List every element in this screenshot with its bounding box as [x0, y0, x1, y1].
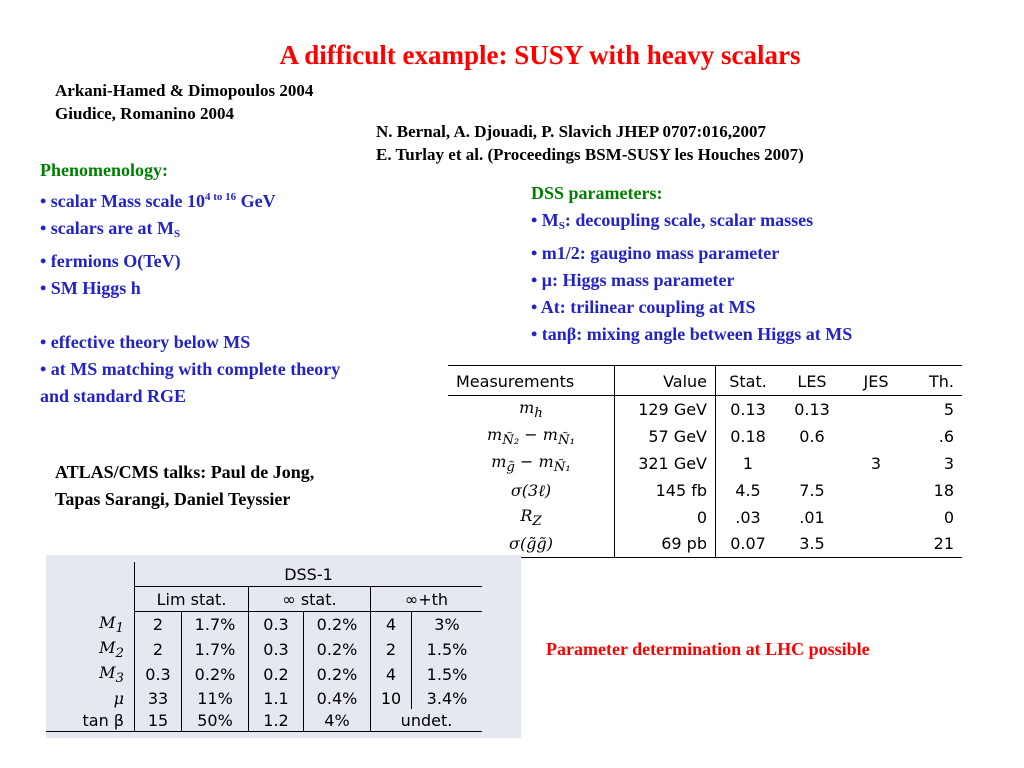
item-fermions: • fermions O(TeV) [40, 251, 181, 271]
col-jes: JES [844, 366, 908, 396]
dss-item-m12: • m1/2: gaugino mass parameter [531, 243, 780, 263]
meas-th: 21 [908, 531, 962, 558]
meas-les: 0.13 [794, 400, 830, 420]
meas-stat: 0.13 [716, 396, 781, 424]
meas-th: 5 [943, 400, 954, 420]
dss-cell: 1.2 [249, 709, 304, 732]
dss-cell: 1.7% [182, 637, 249, 662]
measurements-table [448, 365, 962, 558]
meas-jes [844, 423, 908, 450]
meas-label: $m_{g̃} - m_{Ñ_1}$ [491, 452, 571, 476]
meas-label: $R_Z$ [520, 505, 542, 529]
table-row [46, 662, 482, 687]
dss-cell: 0.2% [304, 612, 371, 637]
meas-th: 18 [933, 481, 954, 501]
dss-cell: 0.2% [304, 637, 371, 662]
meas-value: 321 GeV [615, 450, 716, 477]
meas-label: σ(3ℓ) [510, 480, 552, 500]
dss-cell: 0.3 [249, 612, 304, 637]
meas-jes: 3 [870, 454, 882, 474]
meas-label: $m_{Ñ_2} - m_{Ñ_1}$ [487, 425, 575, 449]
dss1-title-row [46, 562, 482, 587]
meas-value: 57 GeV [615, 423, 716, 450]
col-value: Value [615, 366, 716, 396]
param-label: $M_3$ [99, 662, 124, 687]
meas-stat: 1 [716, 450, 781, 477]
meas-label: $m_h$ [519, 398, 543, 422]
table-row [46, 687, 482, 709]
group-lim-stat: Lim stat. [135, 587, 249, 612]
meas-value: 129 GeV [615, 396, 716, 424]
meas-stat: 0.07 [716, 531, 781, 558]
meas-value: 145 fb [615, 478, 716, 504]
item-scalars: • scalars are at $M_S$ [40, 218, 181, 240]
dss-cell: 2 [135, 637, 182, 662]
measurements-header-row [448, 366, 962, 396]
group-inf-th: ∞+th [371, 587, 483, 612]
item-higgs: • SM Higgs h [40, 278, 141, 298]
col-measurements: Measurements [448, 366, 615, 396]
ref-turlay: E. Turlay et al. (Proceedings BSM-SUSY les Houches 2007) [376, 145, 804, 164]
ref-arkani-hamed: Arkani-Hamed & Dimopoulos 2004 [55, 81, 314, 100]
ref-bernal: N. Bernal, A. Djouadi, P. Slavich JHEP 0707:016,2007 [376, 122, 766, 141]
dss-item-tanb: • tanβ: mixing angle between Higgs at MS [531, 324, 853, 344]
col-th: Th. [908, 366, 962, 396]
phenomenology-heading: Phenomenology: [40, 160, 168, 180]
col-les: LES [780, 366, 844, 396]
dss-cell: 10 [371, 687, 412, 709]
dss-cell: 0.3 [135, 662, 182, 687]
dss-cell: 0.4% [304, 687, 371, 709]
dss-cell: 1.5% [412, 637, 483, 662]
meas-les [780, 450, 844, 477]
param-label: $M_1$ [99, 612, 124, 636]
meas-th: 3 [943, 454, 954, 474]
dss-cell: 4 [371, 662, 412, 687]
talks-line-1: ATLAS/CMS talks: Paul de Jong, [55, 462, 315, 482]
ref-giudice: Giudice, Romanino 2004 [55, 104, 234, 123]
meas-les: .01 [799, 507, 825, 527]
phenomenology-list [40, 157, 340, 410]
meas-les: 3.5 [780, 531, 844, 558]
meas-stat: .03 [716, 504, 781, 531]
dss-cell: 0.3 [249, 637, 304, 662]
meas-value: 69 pb [615, 531, 716, 558]
dss-cell-undet: undet. [371, 709, 483, 732]
dss-cell: 2 [371, 637, 412, 662]
meas-label: σ(g̃g̃) [448, 531, 615, 558]
refs-left [55, 79, 313, 125]
table-row [46, 637, 482, 662]
meas-stat: 4.5 [716, 478, 781, 504]
dss-cell: 3.4% [412, 687, 483, 709]
meas-les: 0.6 [799, 427, 825, 447]
talks [55, 459, 314, 513]
dss-item-ms: • $M_S$: decoupling scale, scalar masses [531, 210, 814, 232]
slide-title: A difficult example: SUSY with heavy scalars [279, 40, 801, 70]
meas-jes [844, 531, 908, 558]
dss-heading: DSS parameters: [531, 183, 663, 203]
meas-stat: 0.18 [716, 423, 781, 450]
meas-jes [844, 504, 908, 531]
group-inf-stat: ∞ stat. [249, 587, 371, 612]
dss-cell: 4% [304, 709, 371, 732]
dss-parameters [531, 180, 852, 348]
param-label: tan β [46, 709, 135, 732]
meas-les: 7.5 [799, 481, 825, 501]
dss-cell: 15 [135, 709, 182, 732]
conclusion: Parameter determination at LHC possible [546, 639, 870, 659]
item-mass-scale: • scalar Mass scale $10^{4 to 16}$ GeV [40, 191, 276, 211]
refs-right [376, 120, 804, 166]
meas-th: .6 [938, 427, 954, 447]
meas-jes [844, 396, 908, 424]
meas-th: 0 [943, 507, 954, 527]
dss-item-at: • At: trilinear coupling at MS [531, 297, 756, 317]
dss-cell: 1.5% [412, 662, 483, 687]
talks-line-2: Tapas Sarangi, Daniel Teyssier [55, 489, 291, 509]
dss1-title: DSS-1 [135, 562, 483, 587]
dss-cell: 11% [182, 687, 249, 709]
dss-cell: 4 [371, 612, 412, 637]
dss1-group-row [46, 587, 482, 612]
dss-cell: 50% [182, 709, 249, 732]
dss1-table [46, 562, 482, 732]
dss-cell: 0.2 [249, 662, 304, 687]
dss-cell: 33 [135, 687, 182, 709]
col-stat: Stat. [716, 366, 781, 396]
param-label: μ [113, 688, 124, 708]
table-row [448, 504, 962, 531]
item-matching-cont: and standard RGE [40, 386, 187, 406]
param-label: $M_2$ [99, 637, 124, 661]
dss-cell: 0.2% [304, 662, 371, 687]
table-row [448, 478, 962, 504]
dss-item-mu: • μ: Higgs mass parameter [531, 270, 735, 290]
table-row [448, 531, 962, 558]
table-row [448, 450, 962, 477]
item-matching: • at MS matching with complete theory [40, 359, 341, 379]
dss-cell: 0.2% [182, 662, 249, 687]
table-row [448, 423, 962, 450]
table-row [46, 612, 482, 637]
table-row [46, 709, 482, 732]
meas-value: 0 [615, 504, 716, 531]
dss-cell: 3% [412, 612, 483, 637]
dss-cell: 1.1 [249, 687, 304, 709]
item-effective-theory: • effective theory below MS [40, 332, 251, 352]
dss-cell: 2 [135, 612, 182, 637]
meas-jes [844, 478, 908, 504]
table-row [448, 396, 962, 424]
dss-cell: 1.7% [182, 612, 249, 637]
